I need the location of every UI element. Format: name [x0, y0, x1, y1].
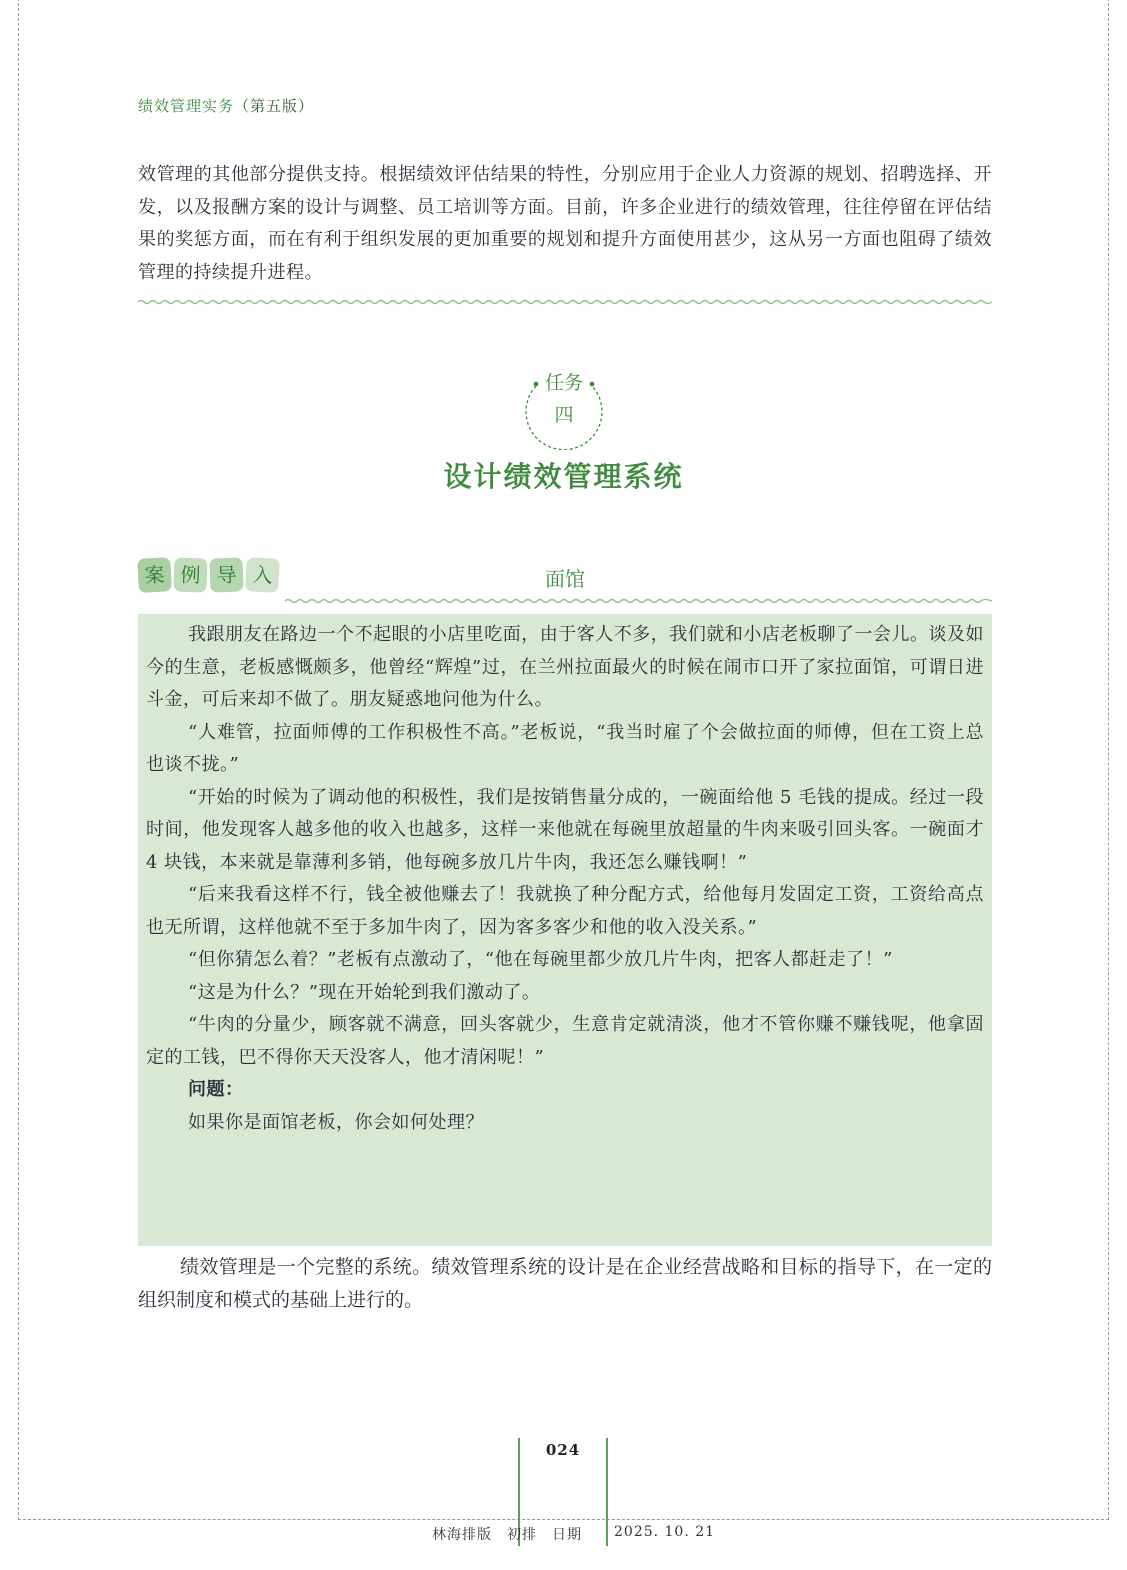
case-paragraph: “后来我看这样不行，钱全被他赚去了！我就换了种分配方式，给他每月发固定工资，工资给高点也无所谓，这样他就不至于多加牛肉了，因为客多客少和他的收入没关系。” — [146, 884, 984, 938]
question-text: 如果你是面馆老板，你会如何处理？ — [188, 1111, 484, 1133]
section-title: 设计绩效管理系统 — [443, 460, 684, 493]
case-tag-char: 例 — [173, 557, 207, 592]
case-tag-char: 入 — [245, 557, 280, 593]
case-paragraph: “牛肉的分量少，顾客就不满意，回头客就少，生意肯定就清淡，他才不管你赚不赚钱呢，他拿固定的工钱，巴不得你天天没客人，他才清闲呢！” — [146, 1014, 984, 1068]
case-paragraph: “人难管，拉面师傅的工作积极性不高。”老板说，“我当时雇了个会做拉面的师傅，但在工资上总也谈不拢。” — [146, 721, 984, 775]
intro-paragraph: 效管理的其他部分提供支持。根据绩效评估结果的特性，分别应用于企业人力资源的规划、招聘选择、开发，以及报酬方案的设计与调整、员工培训等方面。目前，许多企业进行的绩效管理，往往停留在评估结果的奖惩方面，而在有利于组织发展的更加重要的规划和提升方面使用甚少，这从另一方面也阻碍了绩效管理的持续提升进程。 — [138, 164, 992, 283]
folio-rule-right — [606, 1438, 608, 1546]
page-number: 024 — [545, 1441, 581, 1459]
wavy-divider — [138, 298, 992, 306]
case-paragraph: 我跟朋友在路边一个不起眼的小店里吃面，由于客人不多，我们就和小店老板聊了一会儿。谈及如今的生意，老板感慨颇多，他曾经“辉煌”过，在兰州拉面最火的时候在闹市口开了家拉面馆，可谓日进斗金，可后来却不做了。朋友疑惑地问他为什么。 — [146, 624, 984, 710]
case-intro-tag — [138, 558, 282, 594]
footer-layout-note: 林海排版 初排 日期 — [432, 1527, 582, 1543]
task-number: 四 — [554, 404, 574, 426]
footer-date: 2025. 10. 21 — [614, 1524, 716, 1540]
question-label: 问题： — [188, 1079, 244, 1100]
case-tag-char: 导 — [209, 557, 243, 592]
edition: （第五版） — [234, 97, 315, 115]
case-title-divider — [285, 597, 992, 605]
running-head — [138, 95, 314, 116]
case-tag-char: 案 — [137, 557, 172, 593]
book-title: 绩效管理实务 — [138, 97, 235, 115]
case-box — [138, 614, 992, 1246]
case-title: 面馆 — [545, 567, 585, 591]
case-paragraph: “但你猜怎么着？”老板有点激动了，“他在每碗里都少放几片牛肉，把客人都赶走了！” — [188, 949, 893, 970]
task-label: 任务 — [544, 372, 583, 394]
case-paragraph: “这是为什么？”现在开始轮到我们激动了。 — [188, 981, 541, 1003]
outro-paragraph: 绩效管理是一个完整的系统。绩效管理系统的设计是在企业经营战略和目标的指导下，在一定的组织制度和模式的基础上进行的。 — [138, 1256, 992, 1311]
case-paragraph: “开始的时候为了调动他的积极性，我们是按销售量分成的，一碗面给他 5 毛钱的提成。经过一段时间，他发现客人越多他的收入也越多，这样一来他就在每碗里放超量的牛肉来吸引回头客。一碗面才 4 块钱，本来就是靠薄利多销，他每碗多放几片牛肉，我还怎么赚钱啊！” — [146, 786, 984, 873]
